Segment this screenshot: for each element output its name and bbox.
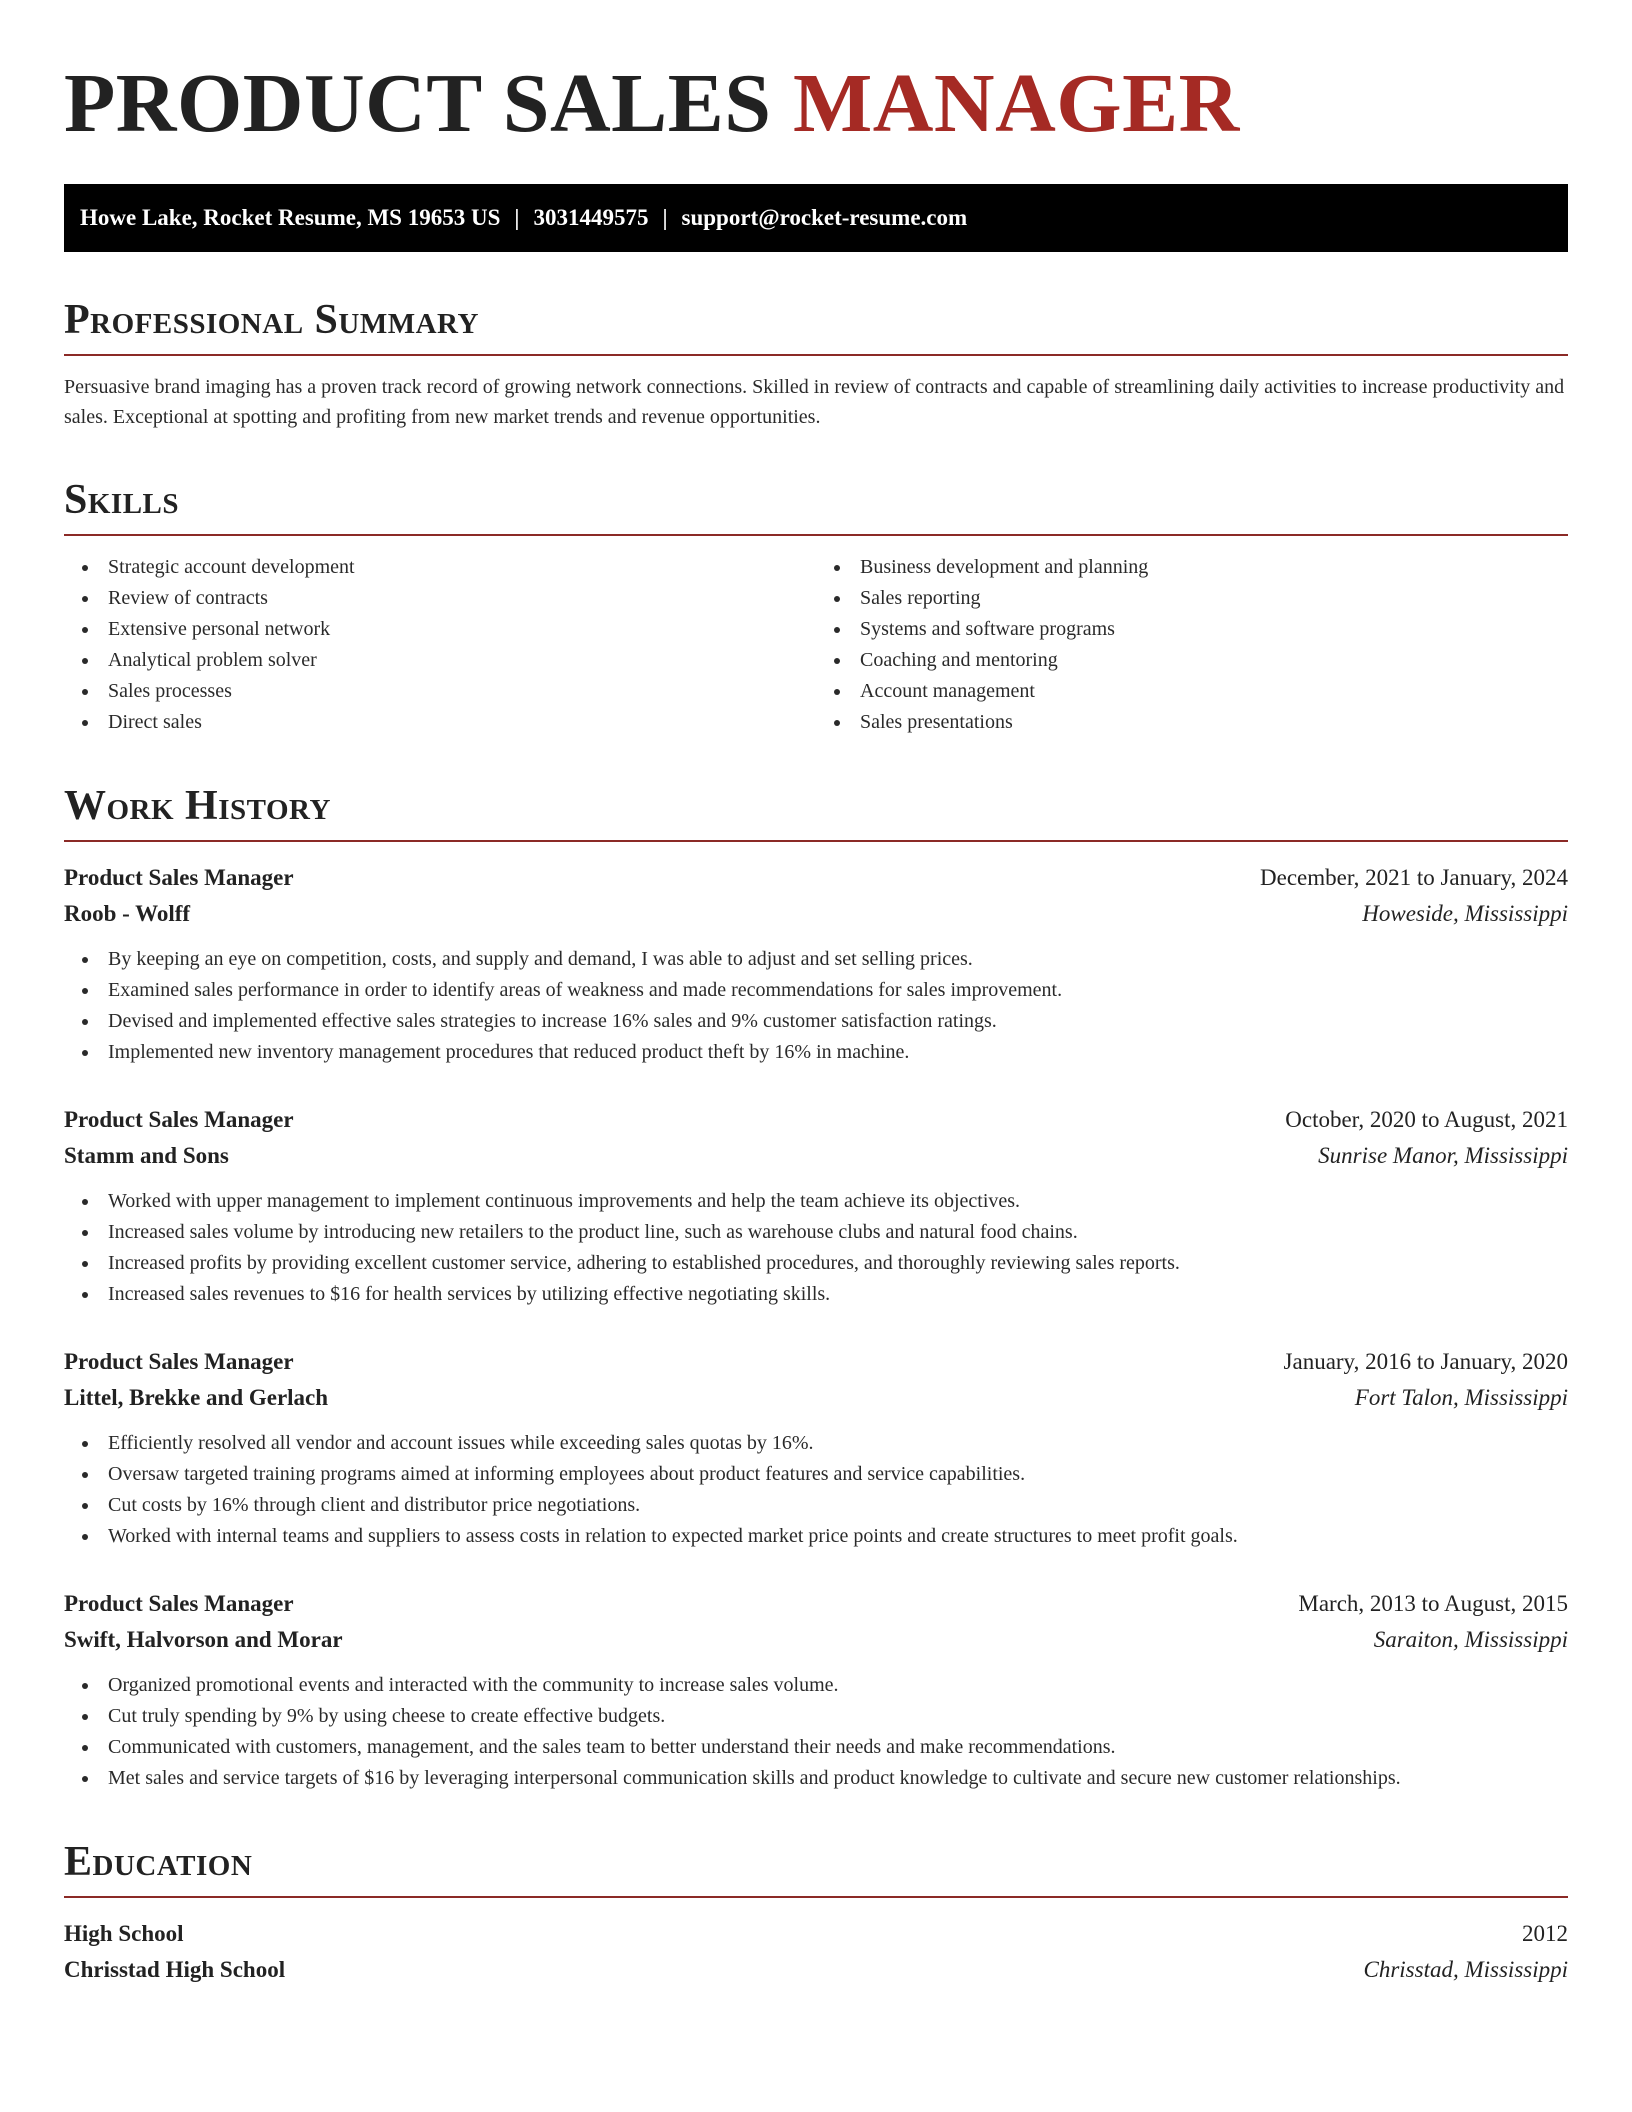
summary-heading: Professional Summary — [64, 296, 1568, 356]
skills-heading: Skills — [64, 476, 1568, 536]
education-year: 2012 — [1522, 1921, 1568, 1946]
contact-email[interactable]: support@rocket-resume.com — [681, 205, 968, 230]
job-title: Product Sales Manager — [64, 1349, 294, 1374]
job-dates: October, 2020 to August, 2021 — [1285, 1107, 1568, 1132]
contact-bar — [64, 184, 1568, 252]
job-bullet: Worked with upper management to implement continuous improvements and help the team achieve its objectives. — [64, 1186, 1568, 1217]
resume-title — [64, 56, 1568, 152]
job-bullets — [64, 1186, 1568, 1310]
job-company: Swift, Halvorson and Morar — [64, 1627, 343, 1652]
job-bullet: Efficiently resolved all vendor and account issues while exceeding sales quotas by 16%. — [64, 1428, 1568, 1459]
job-entry — [64, 1344, 1568, 1552]
summary-section — [64, 296, 1568, 432]
job-bullet: Implemented new inventory management procedures that reduced product theft by 16% in machine. — [64, 1037, 1568, 1068]
job-dates: January, 2016 to January, 2020 — [1283, 1349, 1568, 1374]
skill-item: Account management — [816, 676, 1568, 707]
skill-item: Sales processes — [64, 676, 816, 707]
contact-separator: | — [514, 205, 520, 230]
job-title: Product Sales Manager — [64, 865, 294, 890]
job-bullet: By keeping an eye on competition, costs, and supply and demand, I was able to adjust and set selling prices. — [64, 944, 1568, 975]
skills-column-left — [64, 552, 816, 738]
contact-separator: | — [662, 205, 668, 230]
skill-item: Sales presentations — [816, 707, 1568, 738]
summary-text: Persuasive brand imaging has a proven track record of growing network connections. Skilled in review of contracts and capable of streamlining daily activities to increase productivity and sales. Exceptional at spotting and profiting from new market trends and revenue opportunities. — [64, 376, 1565, 428]
skill-item: Analytical problem solver — [64, 645, 816, 676]
skill-item: Systems and software programs — [816, 614, 1568, 645]
job-location: Howeside, Mississippi — [1362, 901, 1568, 926]
education-entry — [64, 1916, 1568, 1988]
job-dates: March, 2013 to August, 2015 — [1298, 1591, 1568, 1616]
job-entry — [64, 1586, 1568, 1794]
skill-item: Review of contracts — [64, 583, 816, 614]
job-title: Product Sales Manager — [64, 1107, 294, 1132]
title-main: PRODUCT SALES — [64, 57, 772, 150]
job-bullets — [64, 1670, 1568, 1794]
job-bullet: Met sales and service targets of $16 by leveraging interpersonal communication skills and product knowledge to cultivate and secure new customer relationships. — [64, 1763, 1568, 1794]
job-bullets — [64, 1428, 1568, 1552]
job-company: Roob - Wolff — [64, 901, 191, 926]
job-bullet: Increased sales revenues to $16 for health services by utilizing effective negotiating skills. — [64, 1279, 1568, 1310]
work-history-section — [64, 782, 1568, 1794]
job-bullet: Increased profits by providing excellent customer service, adhering to established procedures, and thoroughly reviewing sales reports. — [64, 1248, 1568, 1279]
work-history-heading: Work History — [64, 782, 1568, 842]
job-bullet: Increased sales volume by introducing new retailers to the product line, such as warehouse clubs and natural food chains. — [64, 1217, 1568, 1248]
job-bullets — [64, 944, 1568, 1068]
job-bullet: Examined sales performance in order to identify areas of weakness and made recommendations for sales improvement. — [64, 975, 1568, 1006]
skill-item: Business development and planning — [816, 552, 1568, 583]
job-company: Littel, Brekke and Gerlach — [64, 1385, 329, 1410]
job-entry — [64, 1102, 1568, 1310]
skill-item: Direct sales — [64, 707, 816, 738]
contact-address: Howe Lake, Rocket Resume, MS 19653 US — [80, 205, 501, 230]
skills-column-right — [816, 552, 1568, 738]
job-dates: December, 2021 to January, 2024 — [1260, 865, 1568, 890]
job-company: Stamm and Sons — [64, 1143, 229, 1168]
job-location: Fort Talon, Mississippi — [1354, 1385, 1568, 1410]
job-bullet: Cut truly spending by 9% by using cheese to create effective budgets. — [64, 1701, 1568, 1732]
job-location: Saraiton, Mississippi — [1373, 1627, 1568, 1652]
job-bullet: Communicated with customers, management, and the sales team to better understand their needs and make recommendations. — [64, 1732, 1568, 1763]
job-bullet: Worked with internal teams and suppliers to assess costs in relation to expected market price points and create structures to meet profit goals. — [64, 1521, 1568, 1552]
job-bullet: Organized promotional events and interacted with the community to increase sales volume. — [64, 1670, 1568, 1701]
skill-item: Coaching and mentoring — [816, 645, 1568, 676]
job-bullet: Devised and implemented effective sales strategies to increase 16% sales and 9% customer satisfaction ratings. — [64, 1006, 1568, 1037]
education-section — [64, 1838, 1568, 1988]
job-title: Product Sales Manager — [64, 1591, 294, 1616]
job-location: Sunrise Manor, Mississippi — [1318, 1143, 1568, 1168]
job-bullet: Oversaw targeted training programs aimed at informing employees about product features and service capabilities. — [64, 1459, 1568, 1490]
education-school: Chrisstad High School — [64, 1957, 286, 1982]
skill-item: Extensive personal network — [64, 614, 816, 645]
skill-item: Sales reporting — [816, 583, 1568, 614]
education-heading: Education — [64, 1838, 1568, 1898]
job-entry — [64, 860, 1568, 1068]
title-accent: MANAGER — [792, 57, 1240, 150]
skill-item: Strategic account development — [64, 552, 816, 583]
education-location: Chrisstad, Mississippi — [1363, 1957, 1568, 1982]
education-degree: High School — [64, 1921, 184, 1946]
contact-phone[interactable]: 3031449575 — [533, 205, 649, 230]
job-bullet: Cut costs by 16% through client and distributor price negotiations. — [64, 1490, 1568, 1521]
skills-section — [64, 476, 1568, 738]
skills-list — [64, 552, 1568, 738]
